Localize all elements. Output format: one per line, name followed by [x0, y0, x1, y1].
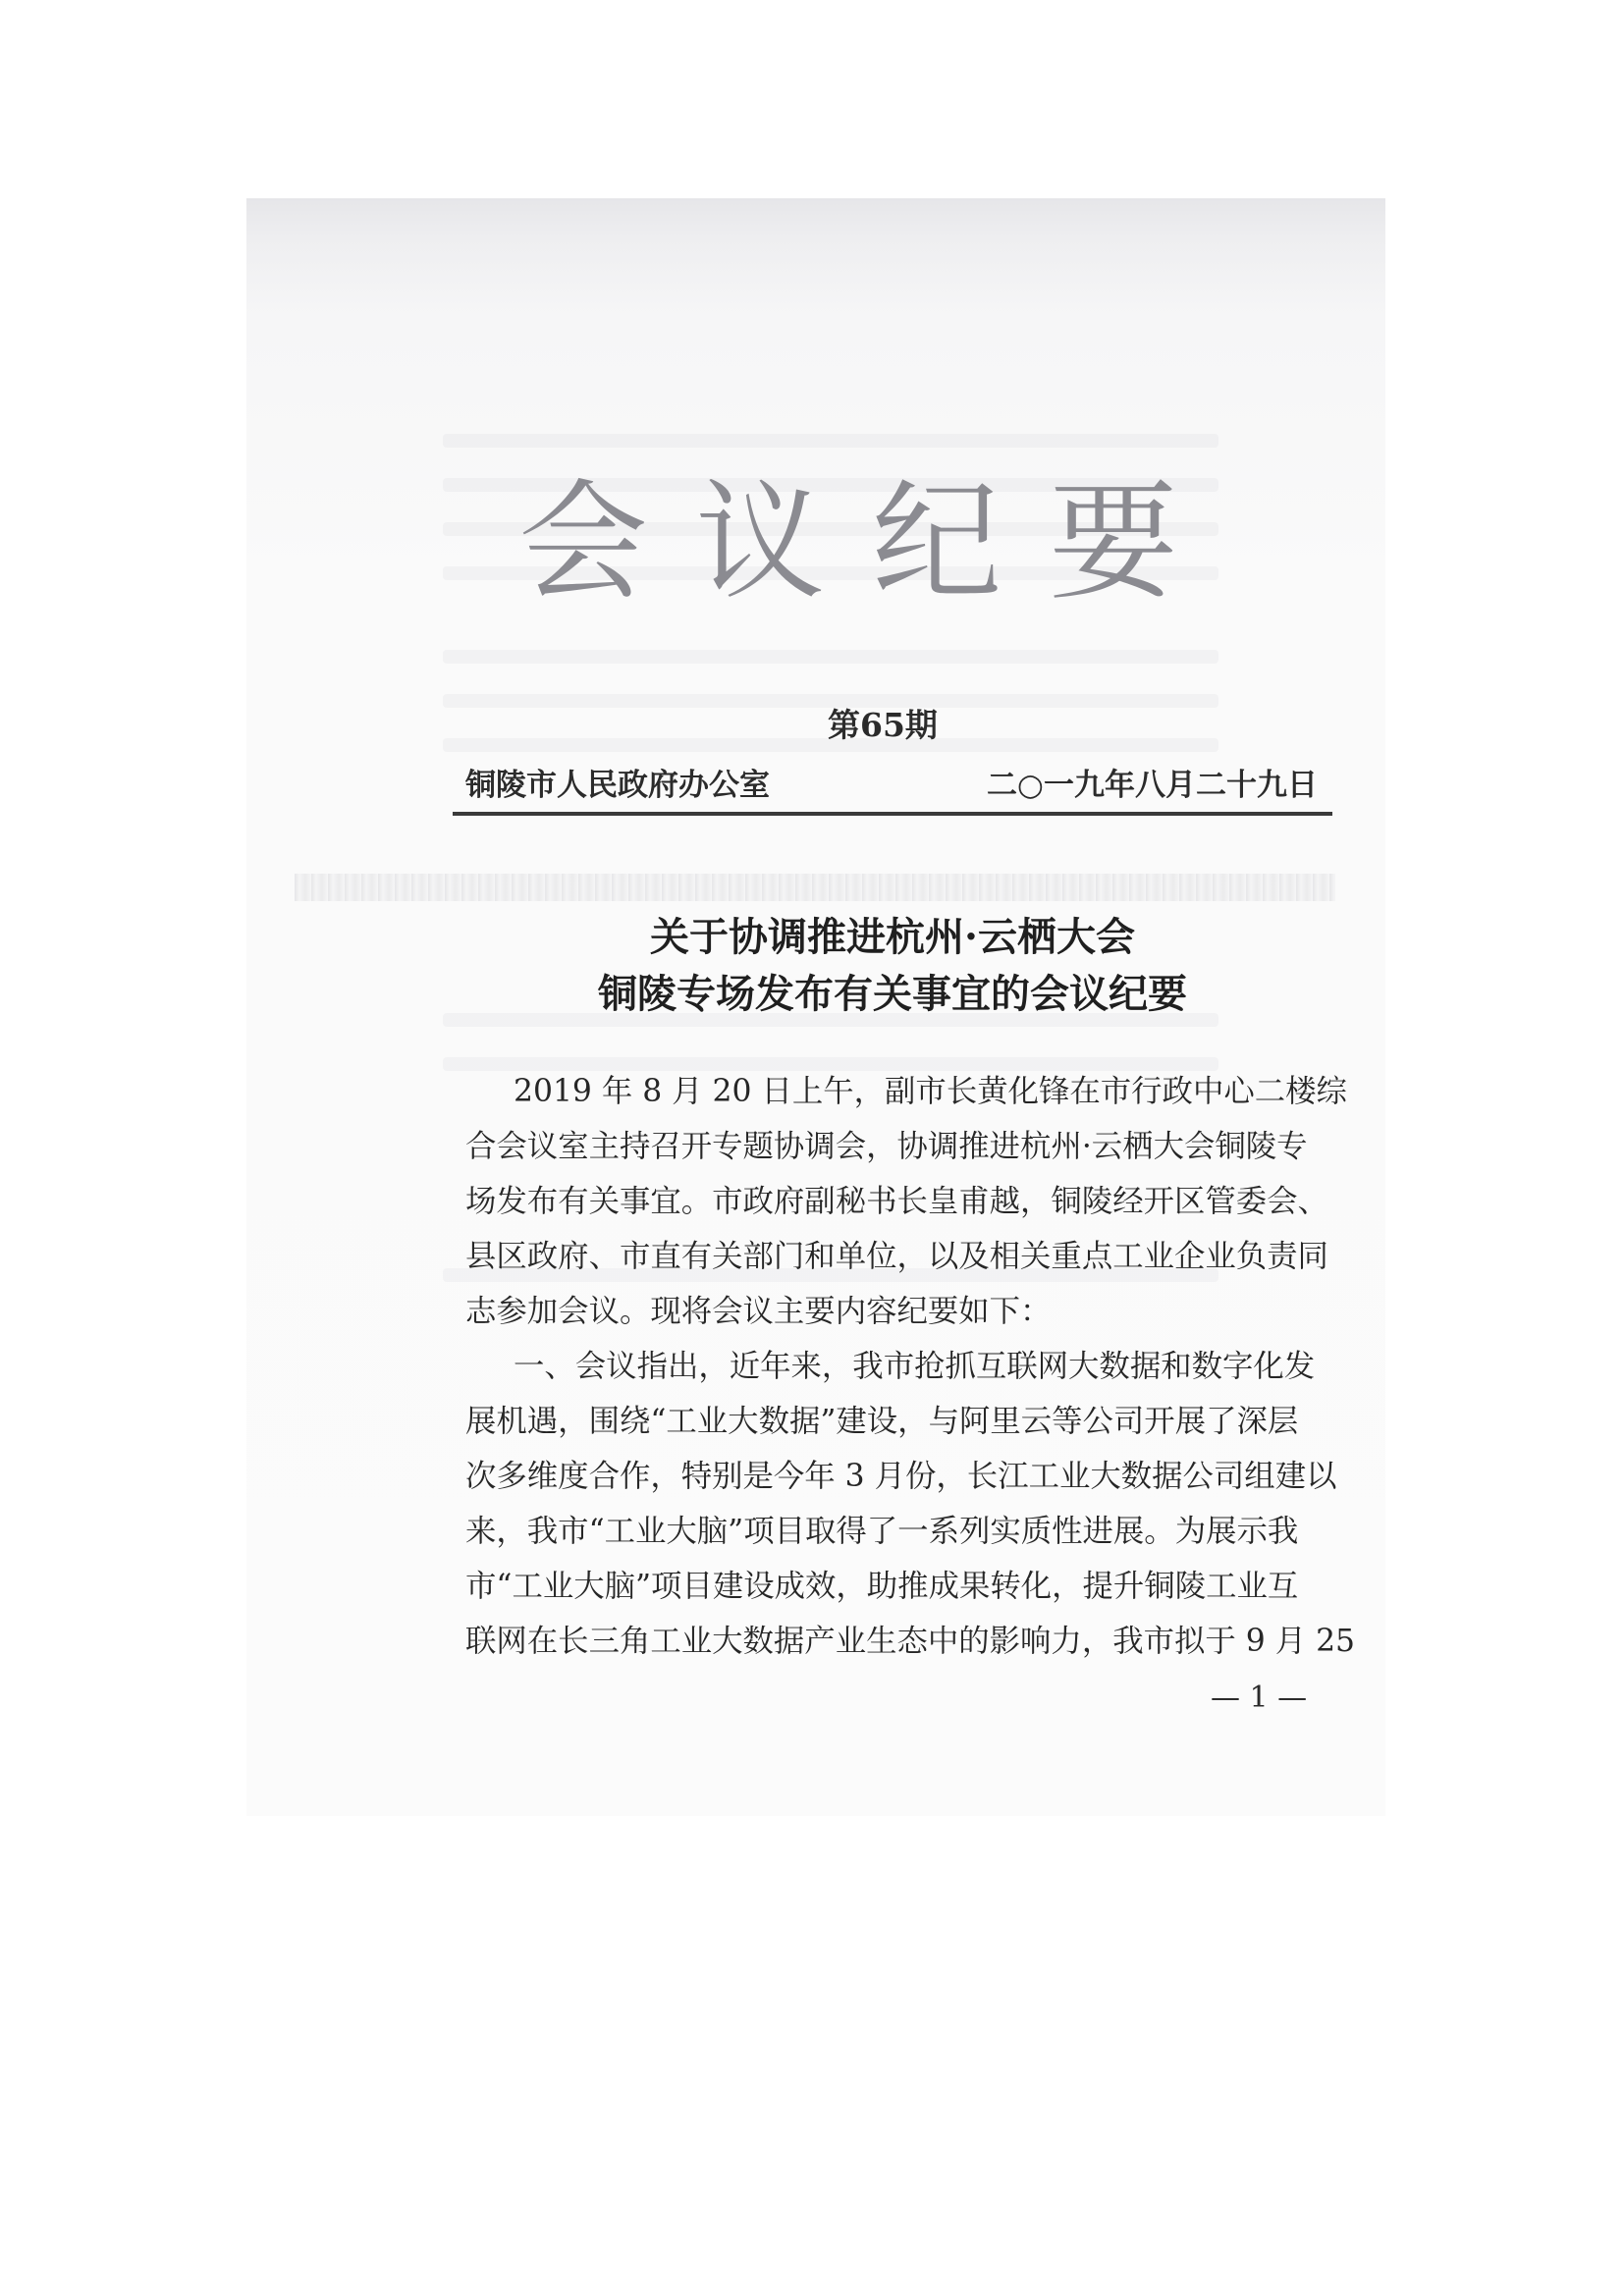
- body-line-9: 来，我市“工业大脑”项目取得了一系列实质性进展。为展示我: [465, 1514, 1299, 1549]
- bleed-through-mark: [443, 1057, 1218, 1071]
- body-line-4: 县区政府、市直有关部门和单位，以及相关重点工业企业负责同: [465, 1239, 1328, 1274]
- body-line-2: 合会议室主持召开专题协调会，协调推进杭州·云栖大会铜陵专: [465, 1129, 1308, 1164]
- bleed-through-mark: [443, 650, 1218, 664]
- page-number: — 1 —: [1211, 1681, 1308, 1715]
- document-title-line-1: 关于协调推进杭州·云栖大会: [650, 914, 1135, 960]
- scan-artifact: [295, 874, 1335, 901]
- body-line-10: 市“工业大脑”项目建设成效，助推成果转化，提升铜陵工业互: [465, 1569, 1299, 1604]
- body-line-1: 2019 年 8 月 20 日上午，副市长黄化锋在市行政中心二楼综: [514, 1074, 1347, 1109]
- body-line-8: 次多维度合作，特别是今年 3 月份，长江工业大数据公司组建以: [465, 1459, 1337, 1494]
- issue-number: 第65期: [828, 706, 938, 744]
- header-divider: [453, 812, 1332, 816]
- body-line-5: 志参加会议。现将会议主要内容纪要如下：: [465, 1294, 1052, 1329]
- masthead-title: 会议纪要: [518, 467, 1225, 618]
- body-line-3: 场发布有关事宜。市政府副秘书长皇甫越，铜陵经开区管委会、: [465, 1184, 1328, 1219]
- body-line-11: 联网在长三角工业大数据产业生态中的影响力，我市拟于 9 月 25: [465, 1624, 1356, 1659]
- issuing-office: 铜陵市人民政府办公室: [465, 768, 770, 803]
- bleed-through-mark: [443, 434, 1218, 448]
- body-line-6: 一、会议指出，近年来，我市抢抓互联网大数据和数字化发: [514, 1349, 1316, 1384]
- body-line-7: 展机遇，围绕“工业大数据”建设，与阿里云等公司开展了深层: [465, 1404, 1299, 1439]
- document-title-line-2: 铜陵专场发布有关事宜的会议纪要: [598, 971, 1187, 1017]
- issue-date: 二○一九年八月二十九日: [986, 768, 1318, 803]
